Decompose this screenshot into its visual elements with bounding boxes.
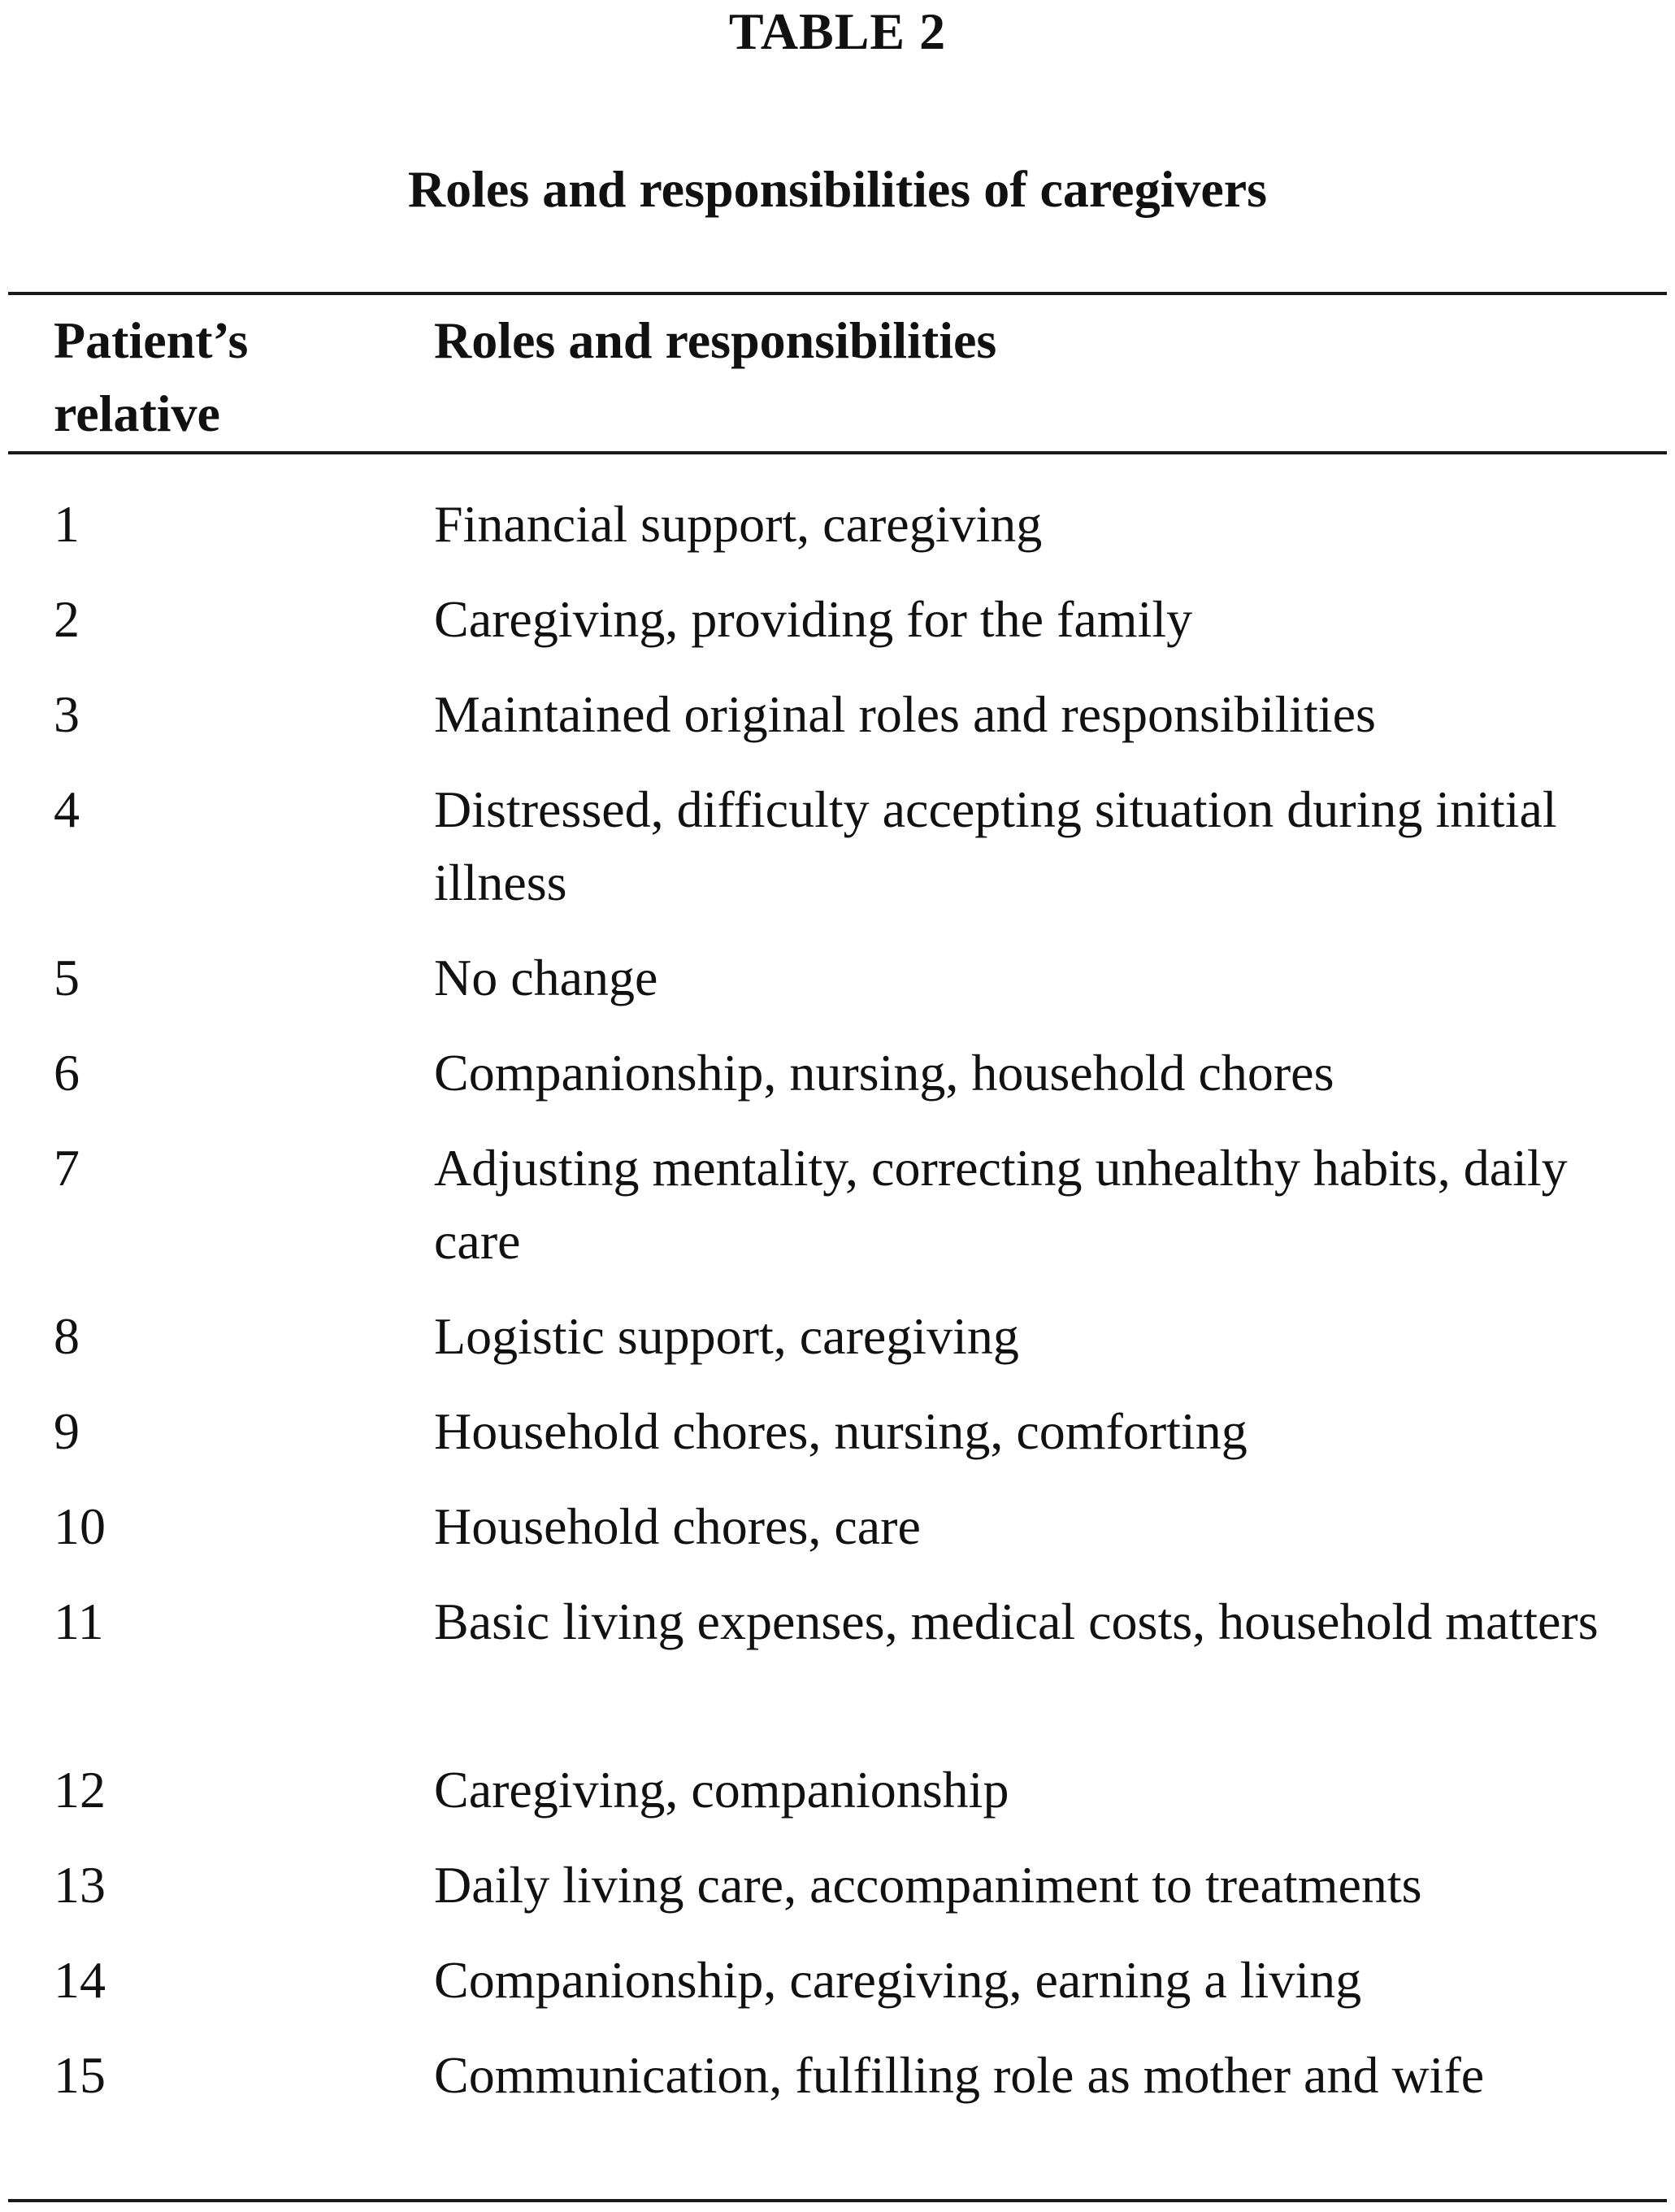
row-roles-text: Adjusting mentality, correcting unhealthy habits, daily care [434, 1139, 1568, 1270]
table-row [0, 1490, 1675, 1563]
table-row [0, 1395, 1675, 1468]
row-relative-number: 14 [54, 1951, 106, 2009]
row-roles-text: No change [434, 949, 658, 1006]
row-relative-number: 11 [54, 1593, 104, 1650]
table-row [0, 1585, 1675, 1732]
header-patients-relative: Patient’s relative [54, 311, 249, 442]
table-row [0, 583, 1675, 656]
table-row [0, 2039, 1675, 2185]
row-roles-text: Household chores, care [434, 1497, 921, 1555]
table-header [0, 304, 1675, 442]
row-relative-number: 7 [54, 1139, 80, 1197]
header-roles-and-responsibilities: Roles and responsibilities [434, 311, 997, 369]
table-row [0, 488, 1675, 561]
row-relative-number: 15 [54, 2046, 106, 2104]
row-roles-text: Financial support, caregiving [434, 495, 1043, 553]
table-row [0, 1036, 1675, 1110]
table-row [0, 678, 1675, 751]
table-bottom-rule [8, 2199, 1667, 2202]
row-roles-text: Daily living care, accompaniment to treatments [434, 1856, 1422, 1914]
row-roles-text: Maintained original roles and responsibilities [434, 685, 1376, 743]
row-roles-text: Caregiving, companionship [434, 1761, 1009, 1819]
row-roles-text: Companionship, nursing, household chores [434, 1044, 1334, 1102]
row-roles-text: Household chores, nursing, comforting [434, 1402, 1248, 1460]
row-roles-text: Basic living expenses, medical costs, household matters [434, 1593, 1599, 1650]
row-relative-number: 1 [54, 495, 80, 553]
row-relative-number: 2 [54, 590, 80, 648]
row-relative-number: 6 [54, 1044, 80, 1102]
table-row [0, 1849, 1675, 1922]
row-relative-number: 9 [54, 1402, 80, 1460]
table-body [0, 488, 1675, 2207]
row-roles-text: Caregiving, providing for the family [434, 590, 1193, 648]
row-roles-text: Companionship, caregiving, earning a living [434, 1951, 1362, 2009]
row-relative-number: 12 [54, 1761, 106, 1819]
row-roles-text: Distressed, difficulty accepting situation during initial illness [434, 780, 1557, 911]
row-relative-number: 10 [54, 1497, 106, 1555]
row-relative-number: 5 [54, 949, 80, 1006]
table-row [0, 773, 1675, 919]
table-row [0, 941, 1675, 1015]
row-relative-number: 8 [54, 1307, 80, 1365]
row-relative-number: 4 [54, 780, 80, 838]
table-top-rule [8, 292, 1667, 295]
row-roles-text: Communication, fulfilling role as mother and wife [434, 2046, 1485, 2104]
row-relative-number: 3 [54, 685, 80, 743]
table-row [0, 1754, 1675, 1827]
table-number: TABLE 2 [728, 2, 947, 60]
table-header-rule [8, 451, 1667, 454]
row-roles-text: Logistic support, caregiving [434, 1307, 1019, 1365]
table-row [0, 1132, 1675, 1278]
table-row [0, 1300, 1675, 1373]
row-relative-number: 13 [54, 1856, 106, 1914]
table-row [0, 1944, 1675, 2017]
table-caption: Roles and responsibilities of caregivers [407, 160, 1268, 218]
